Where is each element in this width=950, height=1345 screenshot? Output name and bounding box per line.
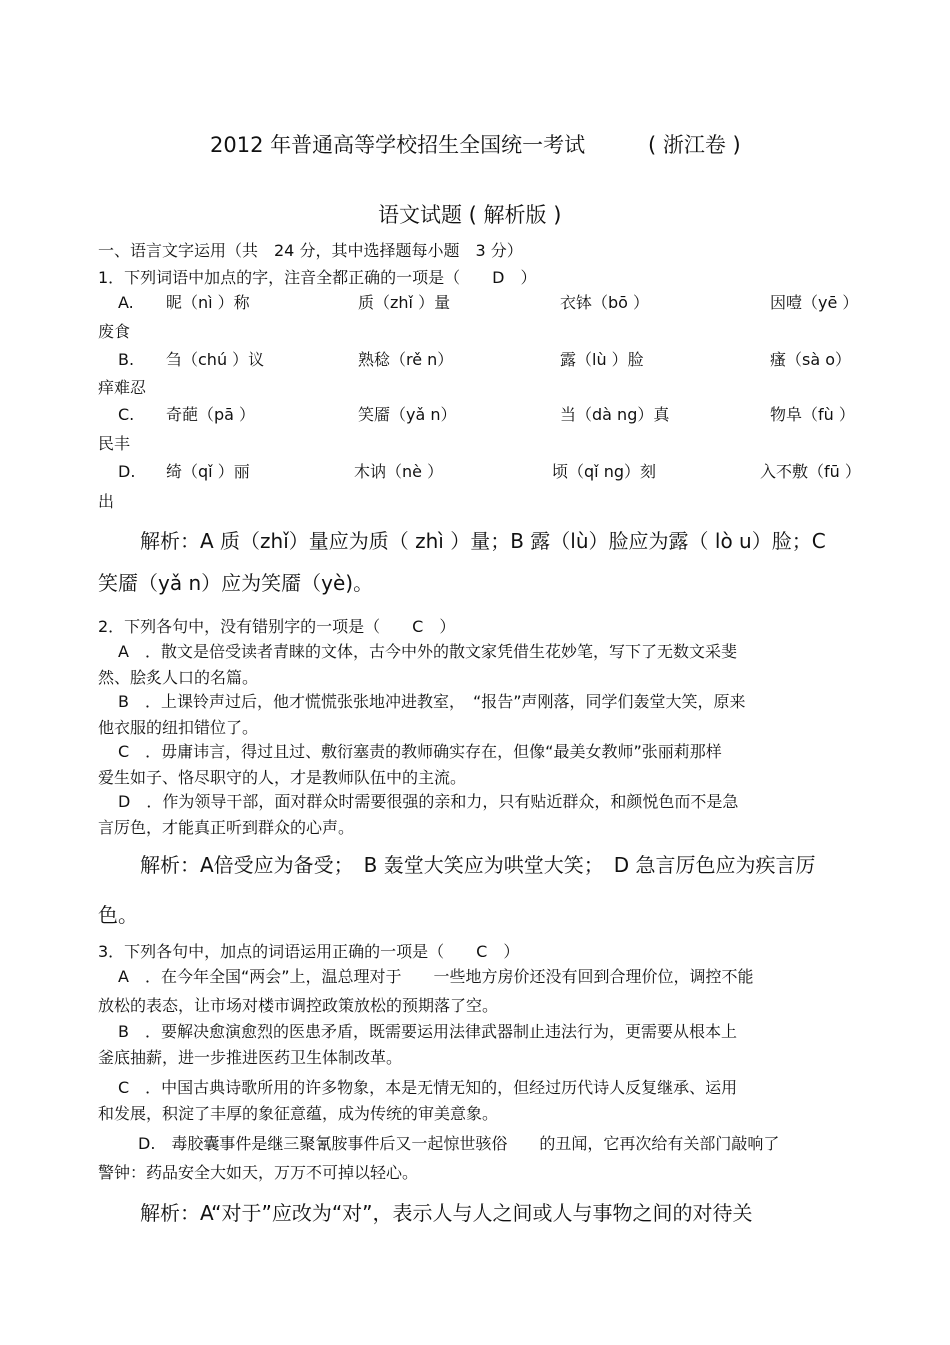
- q1-option-b-item-2: 熟稔（rě n）: [358, 350, 454, 369]
- question-2-stem: 2．下列各句中，没有错别字的一项是（ C ）: [98, 617, 456, 636]
- q3-option-a-line-2: 放松的表态，让市场对楼市调控政策放松的预期落了空。: [98, 996, 499, 1015]
- q3-option-d-line-1: D. 毒胶囊事件是继三聚氰胺事件后又一起惊世骇俗 的丑闻，它再次给有关部门敲响了: [138, 1134, 780, 1153]
- q3-option-d-line-2: 警钟：药品安全大如天，万万不可掉以轻心。: [98, 1163, 419, 1182]
- q1-option-d-wrap: 出: [98, 492, 115, 511]
- q3-option-b-line-1: B ．要解决愈演愈烈的医患矛盾，既需要运用法律武器制止违法行为，更需要从根本上: [118, 1022, 737, 1041]
- q1-option-c-wrap: 民丰: [98, 434, 131, 453]
- q3-option-c-line-2: 和发展，积淀了丰厚的象征意蕴，成为传统的审美意象。: [98, 1104, 499, 1123]
- q2-option-a-line-2: 然、脍炙人口的名篇。: [98, 668, 259, 687]
- q3-analysis-line-1: 解析：A“对于”应改为“对”，表示人与人之间或人与事物之间的对待关: [140, 1201, 753, 1225]
- q1-option-a-wrap: 废食: [98, 322, 131, 341]
- q1-option-a-item-3: 衣钵（bō ）: [560, 293, 650, 312]
- question-1-stem: 1．下列词语中加点的字，注音全都正确的一项是（ D ）: [98, 268, 537, 287]
- q1-option-c-item-4: 物阜（fù ）: [770, 405, 855, 424]
- q1-option-b-letter: B.: [118, 350, 135, 369]
- q2-option-b-line-2: 他衣服的纽扣错位了。: [98, 718, 259, 737]
- q3-option-c-line-1: C ．中国古典诗歌所用的许多物象，本是无情无知的，但经过历代诗人反复继承、运用: [118, 1078, 738, 1097]
- q2-option-b-line-1: B ．上课铃声过后，他才慌慌张张地冲进教室， “报告”声刚落，同学们轰堂大笑，原来: [118, 692, 746, 711]
- q1-option-b-item-1: 刍（chú ）议: [166, 350, 265, 369]
- q2-option-c-line-1: C ．毋庸讳言，得过且过、敷衍塞责的教师确实存在，但像“最美女教师”张丽莉那样: [118, 742, 722, 761]
- q1-option-c-item-3: 当（dà ng）真: [560, 405, 670, 424]
- question-3-stem: 3．下列各句中，加点的词语运用正确的一项是（ C ）: [98, 942, 520, 961]
- q1-option-c-item-1: 奇葩（pā ）: [166, 405, 256, 424]
- exam-title: 2012 年普通高等学校招生全国统一考试: [210, 133, 586, 157]
- q2-analysis-line-1: 解析：A倍受应为备受； B 轰堂大笑应为哄堂大笑； D 急言厉色应为疾言厉: [140, 853, 816, 877]
- q1-option-d-item-2: 木讷（nè ）: [354, 462, 444, 481]
- q1-option-d-letter: D.: [118, 462, 136, 481]
- q1-option-d-item-3: 顷（qǐ ng）刻: [552, 462, 656, 481]
- exam-province: ( 浙江卷 ): [648, 133, 741, 157]
- q1-option-c-item-2: 笑靥（yǎ n）: [358, 405, 457, 424]
- q1-option-a-item-4: 因噎（yē ）: [770, 293, 859, 312]
- q3-option-b-line-2: 釜底抽薪，进一步推进医药卫生体制改革。: [98, 1048, 403, 1067]
- q2-analysis-line-2: 色。: [98, 903, 138, 927]
- q2-option-d-line-2: 言厉色，才能真正听到群众的心声。: [98, 818, 355, 837]
- q1-analysis-line-2: 笑靥（yǎ n）应为笑靥（yè)。: [98, 571, 374, 595]
- q2-option-d-line-1: D ．作为领导干部，面对群众时需要很强的亲和力，只有贴近群众，和颜悦色而不是急: [118, 792, 739, 811]
- q1-option-a-letter: A.: [118, 293, 134, 312]
- q3-option-a-line-1: A ．在今年全国“两会”上，温总理对于 一些地方房价还没有回到合理价位，调控不能: [118, 967, 754, 986]
- exam-subtitle: 语文试题 ( 解析版 ): [378, 203, 562, 227]
- q1-analysis-line-1: 解析：A 质（zhǐ）量应为质（ zhì ）量；B 露（lù）脸应为露（ lò u）脸；C: [140, 529, 826, 553]
- q1-option-b-wrap: 痒难忍: [98, 378, 147, 397]
- q1-option-c-letter: C.: [118, 405, 135, 424]
- q1-option-b-item-4: 瘙（sà o）: [770, 350, 852, 369]
- q1-option-d-item-4: 入不敷（fū ）: [760, 462, 861, 481]
- q1-option-b-item-3: 露（lù ）脸: [560, 350, 644, 369]
- section-heading: 一、语言文字运用（共 24 分，其中选择题每小题 3 分）: [98, 241, 523, 260]
- q1-option-a-item-2: 质（zhǐ ）量: [358, 293, 451, 312]
- q2-option-a-line-1: A ．散文是倍受读者青睐的文体，古今中外的散文家凭借生花妙笔，写下了无数文采斐: [118, 642, 737, 661]
- q2-option-c-line-2: 爱生如子、恪尽职守的人，才是教师队伍中的主流。: [98, 768, 467, 787]
- q1-option-a-item-1: 昵（nì ）称: [166, 293, 250, 312]
- q1-option-d-item-1: 绮（qǐ ）丽: [166, 462, 250, 481]
